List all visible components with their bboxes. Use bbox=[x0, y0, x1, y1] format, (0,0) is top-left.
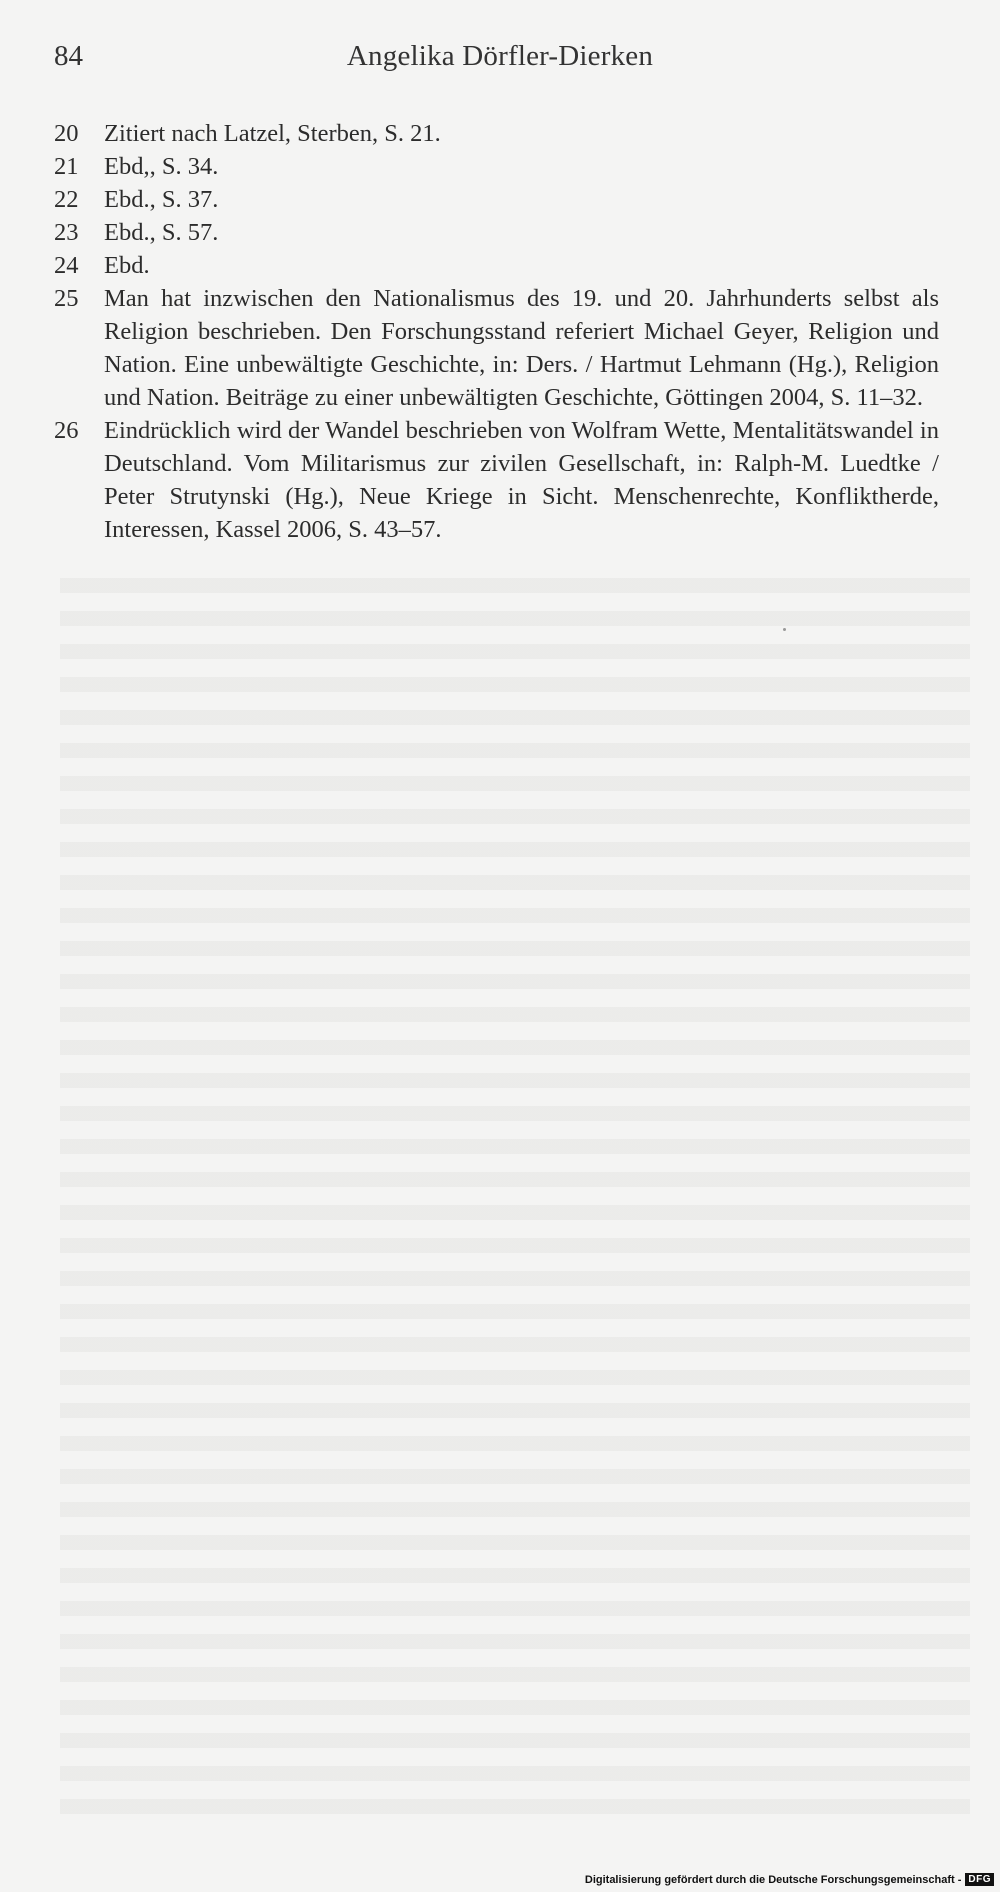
footnote-text: Eindrücklich wird der Wandel beschrieben von Wolfram Wette, Mentalitätswandel in Deutschland. Vom Militarismus zur zivilen Gesellschaft, in: Ralph-M. Luedtke / Peter Strutynski (Hg.), Neue Kriege in Sicht. Menschenrechte, Konfliktherde, Interessen, Kassel 2006, S. 43–57. bbox=[104, 417, 939, 543]
footnote-number: 20 bbox=[54, 120, 79, 147]
footnote-text: Ebd., S. 57. bbox=[104, 219, 219, 246]
scan-speck bbox=[783, 628, 786, 631]
page-header bbox=[0, 40, 1000, 80]
footnote bbox=[54, 183, 939, 216]
bleed-through-background bbox=[60, 560, 970, 1832]
footnote-text: Man hat inzwischen den Nationalismus des 19. und 20. Jahrhunderts selbst als Religion beschrieben. Den Forschungsstand referiert Michael Geyer, Religion und Nation. Eine unbewältigte Geschichte, in: Ders. / Hartmut Lehmann (Hg.), Religion und Nation. Beiträge zu einer unbewältigten Geschichte, Göttingen 2004, S. 11–32. bbox=[104, 285, 939, 411]
footnote-text: Ebd,, S. 34. bbox=[104, 153, 219, 180]
footnote bbox=[54, 282, 939, 414]
running-head: Angelika Dörfler-Dierken bbox=[346, 40, 654, 72]
footnote-number: 23 bbox=[54, 219, 79, 246]
footnote-number: 22 bbox=[54, 186, 79, 213]
footnote bbox=[54, 414, 939, 546]
footnote-number: 26 bbox=[54, 417, 79, 444]
footnote-text: Zitiert nach Latzel, Sterben, S. 21. bbox=[104, 120, 441, 147]
footnote bbox=[54, 249, 939, 282]
footnotes bbox=[54, 117, 939, 546]
footnote bbox=[54, 117, 939, 150]
page-number: 84 bbox=[54, 40, 83, 72]
footnote-text: Ebd. bbox=[104, 252, 150, 279]
digitization-footer bbox=[585, 1873, 994, 1886]
footnote-number: 25 bbox=[54, 285, 79, 312]
footnote bbox=[54, 216, 939, 249]
dfg-logo: DFG bbox=[965, 1873, 994, 1886]
footer-text: Digitalisierung gefördert durch die Deutsche Forschungsgemeinschaft - bbox=[584, 1873, 962, 1886]
footnote-number: 24 bbox=[54, 252, 79, 279]
footnote-number: 21 bbox=[54, 153, 79, 180]
footnote-text: Ebd., S. 37. bbox=[104, 186, 219, 213]
footnote bbox=[54, 150, 939, 183]
